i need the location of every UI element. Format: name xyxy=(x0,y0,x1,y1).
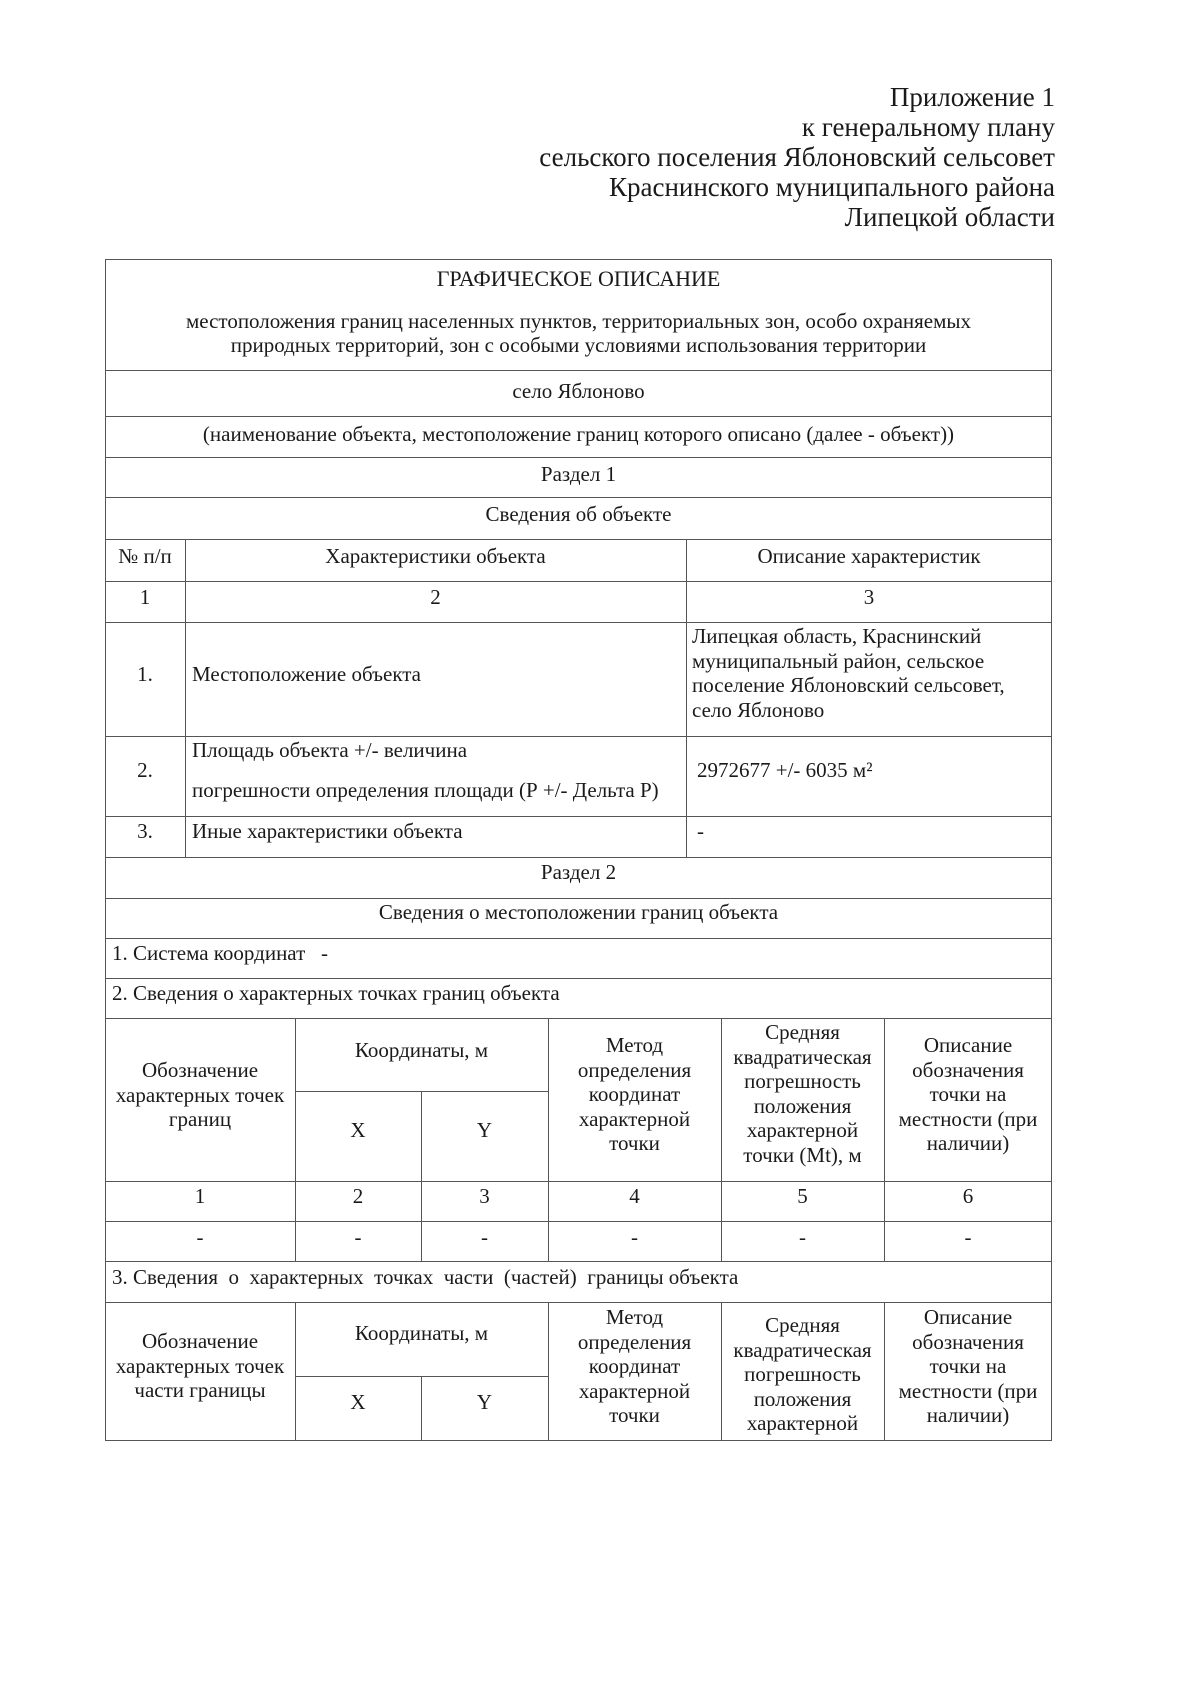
points-col1-header: Обозначение характерных точек границ xyxy=(115,1058,285,1131)
row-characteristic-line2: погрешности определения площади (Р +/- Дельта Р) xyxy=(192,778,659,802)
s1-colnum-1: 1 xyxy=(139,585,151,609)
object-name-caption: (наименование объекта, местоположение границ которого описано (далее - объект)) xyxy=(202,422,955,446)
coordinate-system: 1. Система координат - xyxy=(112,941,328,965)
document-subtitle-line2: природных территорий, зон с особыми условиями использования территории xyxy=(230,333,927,357)
parts-col1-header: Обозначение характерных точек части границы xyxy=(115,1329,285,1402)
points-x-header: X xyxy=(350,1118,366,1142)
row-characteristic: Иные характеристики объекта xyxy=(192,819,463,843)
row-number: 2. xyxy=(137,758,153,782)
row-characteristic-line1: Площадь объекта +/- величина xyxy=(192,738,468,762)
row-number: 1. xyxy=(137,662,153,686)
s1-colnum-2: 2 xyxy=(430,585,441,609)
points-desc-header: Описание обозначения точки на местности (при наличии) xyxy=(898,1033,1038,1155)
parts-error-header: Средняя квадратическая погрешность положения характерной xyxy=(733,1313,872,1435)
row-number: 3. xyxy=(137,819,153,843)
section1-label: Раздел 1 xyxy=(540,462,617,486)
row-characteristic: Местоположение объекта xyxy=(192,662,422,686)
points-error-header: Средняя квадратическая погрешность положения характерной точки (Mt), м xyxy=(733,1020,872,1167)
points-y-header: Y xyxy=(476,1118,493,1142)
parts-method-header: Метод определения координат характерной точки xyxy=(577,1305,692,1427)
object-name: село Яблоново xyxy=(512,379,645,403)
s1-header-num: № п/п xyxy=(118,544,172,568)
parts-coords-header: Координаты, м xyxy=(354,1321,489,1345)
document-subtitle-line1: местоположения границ населенных пунктов, территориальных зон, особо охраняемых xyxy=(185,309,972,333)
row-description: - xyxy=(697,819,704,843)
points-coords-header: Координаты, м xyxy=(354,1038,489,1062)
points-title: 2. Сведения о характерных точках границ объекта xyxy=(112,981,560,1005)
appendix-line: сельского поселения Яблоновский сельсовет xyxy=(539,142,1055,172)
appendix-line: к генеральному плану xyxy=(801,112,1055,142)
section2-label: Раздел 2 xyxy=(540,860,617,884)
s1-colnum-3: 3 xyxy=(863,585,875,609)
s1-header-characteristic: Характеристики объекта xyxy=(325,544,546,568)
section1-title: Сведения об объекте xyxy=(485,502,672,526)
parts-x-header: X xyxy=(350,1390,366,1414)
section2-title: Сведения о местоположении границ объекта xyxy=(378,900,779,924)
row-description: 2972677 +/- 6035 м² xyxy=(697,758,873,782)
parts-desc-header: Описание обозначения точки на местности (при наличии) xyxy=(898,1305,1038,1427)
s1-header-description: Описание характеристик xyxy=(757,544,981,568)
appendix-line: Приложение 1 xyxy=(889,82,1055,112)
document-title: ГРАФИЧЕСКОЕ ОПИСАНИЕ xyxy=(436,266,721,291)
appendix-line: Краснинского муниципального района xyxy=(608,172,1055,202)
row-description: Липецкая область, Краснинский муниципальный район, сельское поселение Яблоновский сельсовет, село Яблоново xyxy=(692,624,1005,722)
appendix-header xyxy=(539,82,1055,232)
parts-y-header: Y xyxy=(476,1390,493,1414)
points-method-header: Метод определения координат характерной точки xyxy=(577,1033,692,1155)
appendix-line: Липецкой области xyxy=(844,202,1055,232)
parts-title: 3. Сведения о характерных точках части (частей) границы объекта xyxy=(112,1265,739,1289)
